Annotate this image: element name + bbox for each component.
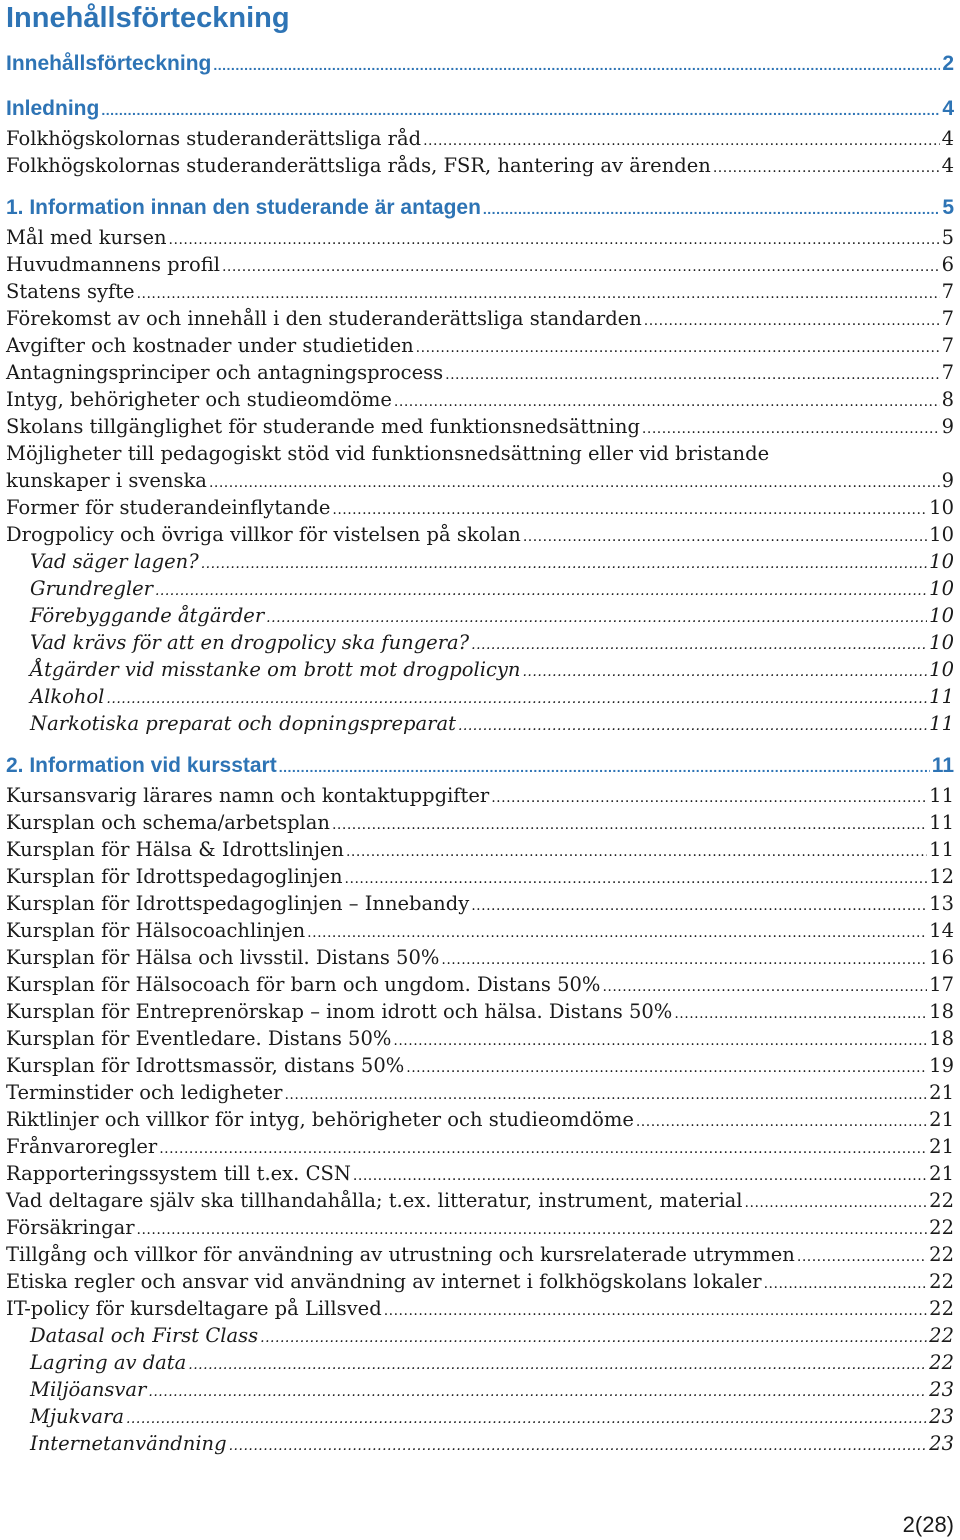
toc-entry-text: Inledning [6, 97, 100, 120]
toc-entry[interactable] [30, 1403, 954, 1433]
toc-entry-page: 6 [941, 253, 954, 276]
toc-entry[interactable] [6, 413, 954, 443]
toc-entry-text: 1. Information innan den studerande är antagen [6, 196, 481, 219]
toc-entry-page: 22 [929, 1351, 954, 1374]
toc-leader-dots [713, 155, 940, 182]
toc-entry[interactable] [6, 1079, 954, 1109]
toc-entry-page: 7 [941, 361, 954, 384]
toc-leader-dots [266, 605, 927, 632]
toc-entry-text: Vad deltagare själv ska tillhandahålla; t.ex. litteratur, instrument, material [6, 1189, 743, 1212]
toc-entry-text: Kursplan för Entreprenörskap – inom idrott och hälsa. Distans 50% [6, 1000, 673, 1023]
toc-leader-dots [213, 52, 940, 79]
toc-entry-page: 12 [929, 865, 954, 888]
page-number: 2(28) [902, 1512, 954, 1537]
toc-entry-page: 10 [929, 631, 954, 654]
toc-leader-dots [201, 551, 927, 578]
toc-entry-text: Mjukvara [30, 1405, 124, 1428]
toc-entry-page: 22 [929, 1324, 954, 1347]
toc-leader-dots [260, 1325, 927, 1352]
toc-entry[interactable] [6, 95, 954, 124]
toc-leader-dots [636, 1109, 927, 1136]
toc-leader-dots [209, 470, 940, 497]
toc-entry-text: Miljöansvar [30, 1378, 147, 1401]
toc-entry[interactable] [6, 782, 954, 812]
toc-entry-page: 9 [941, 415, 954, 438]
toc-entry-text: 2. Information vid kursstart [6, 754, 277, 777]
toc-entry-page: 4 [942, 97, 954, 120]
toc-entry-text: Riktlinjer och villkor för intyg, behörigheter och studieomdöme [6, 1108, 634, 1131]
toc-entry-text: Antagningsprinciper och antagningsprocess [6, 361, 444, 384]
toc-entry-text: Mål med kursen [6, 226, 167, 249]
toc-entry-text: Former för studerandeinflytande [6, 496, 331, 519]
toc-entry-page: 4 [941, 154, 954, 177]
toc-entry-page: 18 [929, 1000, 954, 1023]
toc-leader-dots [674, 1001, 927, 1028]
toc-entry-page: 22 [929, 1216, 954, 1239]
toc-entry-page: 7 [941, 334, 954, 357]
toc-leader-dots [101, 97, 940, 124]
toc-entry-page: 7 [941, 307, 954, 330]
toc-leader-dots [445, 362, 939, 389]
toc-leader-dots [471, 893, 927, 920]
toc-entry[interactable] [30, 710, 954, 740]
toc-entry[interactable] [30, 575, 954, 605]
toc-entry-text: Åtgärder vid misstanke om brott mot drogpolicyn [30, 658, 521, 681]
toc-entry-text: Kursplan för Hälsa & Idrottslinjen [6, 838, 344, 861]
toc-entry-text: Tillgång och villkor för användning av utrustning och kursrelaterade utrymmen [6, 1243, 795, 1266]
toc-entry[interactable] [6, 125, 954, 155]
toc-entry[interactable] [6, 1052, 954, 1082]
toc-entry[interactable] [6, 1268, 954, 1298]
toc-entry-text: Rapporteringssystem till t.ex. CSN [6, 1162, 351, 1185]
toc-entry-text: Kursansvarig lärares namn och kontaktuppgifter [6, 784, 490, 807]
toc-entry[interactable] [6, 971, 954, 1001]
toc-entry[interactable] [30, 1322, 954, 1352]
toc-entry-text: Vad säger lagen? [30, 550, 199, 573]
toc-entry-page: 23 [929, 1432, 954, 1455]
toc-leader-dots [284, 1082, 927, 1109]
toc-entry-text: Kursplan för Hälsocoachlinjen [6, 919, 306, 942]
toc-entry[interactable] [30, 1430, 954, 1460]
toc-leader-dots [393, 1028, 927, 1055]
toc-entry-page: 23 [929, 1378, 954, 1401]
toc-entry[interactable] [6, 152, 954, 182]
toc-entry-page: 10 [929, 523, 954, 546]
toc-entry-text: Frånvaroregler [6, 1135, 158, 1158]
toc-entry-page: 10 [929, 604, 954, 627]
toc-entry-text: Folkhögskolornas studeranderättsliga råd [6, 127, 422, 150]
toc-entry-text: kunskaper i svenska [6, 469, 207, 492]
toc-entry[interactable] [6, 1025, 954, 1055]
toc-entry-page: 22 [929, 1189, 954, 1212]
toc-entry[interactable] [30, 656, 954, 686]
toc-entry[interactable] [6, 917, 954, 947]
toc-entry-page: 2 [942, 52, 954, 75]
toc-entry-page: 21 [929, 1108, 954, 1131]
toc-entry[interactable] [6, 251, 954, 281]
toc-entry[interactable] [6, 194, 954, 223]
toc-entry-text: Grundregler [30, 577, 153, 600]
toc-leader-dots [126, 1406, 927, 1433]
toc-entry-page: 10 [929, 550, 954, 573]
toc-entry-text: Försäkringar [6, 1216, 135, 1239]
toc-leader-dots [332, 497, 927, 524]
toc-leader-dots [229, 1433, 928, 1460]
toc-entry[interactable] [6, 1133, 954, 1163]
toc-entry-text: Drogpolicy och övriga villkor för vistelsen på skolan [6, 523, 521, 546]
toc-entry-page: 5 [941, 226, 954, 249]
toc-leader-dots [279, 754, 930, 781]
toc-entry-page: 10 [929, 577, 954, 600]
toc-entry-page: 23 [929, 1405, 954, 1428]
toc-entry-page: 11 [929, 712, 954, 735]
toc-entry[interactable] [6, 494, 954, 524]
toc-leader-dots [307, 920, 927, 947]
toc-entry-page: 21 [929, 1081, 954, 1104]
toc-entry[interactable] [30, 683, 954, 713]
toc-leader-dots [471, 632, 927, 659]
toc-entry-text: Förekomst av och innehåll i den studeranderättsliga standarden [6, 307, 642, 330]
toc-leader-dots [644, 308, 940, 335]
toc-entry-text: Kursplan och schema/arbetsplan [6, 811, 330, 834]
toc-entry-page: 14 [929, 919, 954, 942]
toc-entry-page: 11 [929, 838, 954, 861]
toc-entry[interactable] [30, 1349, 954, 1379]
toc-entry-text: Datasal och First Class [30, 1324, 259, 1347]
toc-leader-dots [416, 335, 940, 362]
toc-entry-text: Innehållsförteckning [6, 52, 212, 75]
toc-entry-text: Kursplan för Hälsocoach för barn och ungdom. Distans 50% [6, 973, 601, 996]
toc-leader-dots [602, 974, 927, 1001]
toc-entry-text: Förebyggande åtgärder [30, 604, 265, 627]
toc-entry-text: IT-policy för kursdeltagare på Lillsved [6, 1297, 382, 1320]
toc-leader-dots [483, 196, 940, 223]
toc-leader-dots [423, 128, 939, 155]
toc-entry-text: Huvudmannens profil [6, 253, 220, 276]
toc-leader-dots [188, 1352, 927, 1379]
toc-entry-page: 9 [941, 469, 954, 492]
toc-entry-page: 17 [929, 973, 954, 996]
toc-entry-text: Vad krävs för att en drogpolicy ska fungera? [30, 631, 470, 654]
toc-leader-dots [458, 713, 927, 740]
toc-leader-dots [106, 686, 927, 713]
toc-leader-dots [346, 839, 927, 866]
toc-leader-dots [642, 416, 940, 443]
toc-entry-page: 21 [929, 1135, 954, 1158]
toc-entry[interactable] [6, 890, 954, 920]
toc-leader-dots [345, 866, 928, 893]
toc-entry-text: Avgifter och kostnader under studietiden [6, 334, 414, 357]
toc-entry[interactable] [6, 1241, 954, 1271]
toc-entry[interactable] [30, 1376, 954, 1406]
toc-leader-dots [764, 1271, 928, 1298]
toc-entry[interactable] [6, 359, 954, 389]
toc-entry[interactable] [6, 332, 954, 362]
toc-entry[interactable] [6, 1106, 954, 1136]
toc-entry-text: Lagring av data [30, 1351, 187, 1374]
toc-entry[interactable] [6, 305, 954, 335]
toc-entry[interactable] [6, 278, 954, 308]
toc-leader-dots [148, 1379, 927, 1406]
toc-entry[interactable] [30, 629, 954, 659]
toc-entry[interactable] [6, 944, 954, 974]
toc-leader-dots [441, 947, 927, 974]
toc-entry[interactable] [6, 809, 954, 839]
toc-entry[interactable] [6, 50, 954, 79]
toc-entry-text: Intyg, behörigheter och studieomdöme [6, 388, 392, 411]
toc-entry[interactable] [6, 386, 954, 416]
toc-leader-dots [394, 389, 940, 416]
toc-entry-page: 18 [929, 1027, 954, 1050]
toc-entry[interactable] [30, 548, 954, 578]
toc-entry-page: 22 [929, 1243, 954, 1266]
toc-entry-page: 13 [929, 892, 954, 915]
toc-entry[interactable] [6, 863, 954, 893]
toc-entry-page: 11 [931, 754, 954, 777]
toc-leader-dots [406, 1055, 927, 1082]
toc-leader-dots [169, 227, 940, 254]
toc-entry[interactable] [6, 836, 954, 866]
toc-leader-dots [222, 254, 940, 281]
toc-leader-dots [523, 524, 927, 551]
toc-entry-text: Statens syfte [6, 280, 135, 303]
toc-leader-dots [491, 785, 927, 812]
toc-entry[interactable] [6, 1187, 954, 1217]
toc-entry[interactable] [6, 1160, 954, 1190]
toc-entry-text: Alkohol [30, 685, 105, 708]
toc-entry[interactable] [6, 224, 954, 254]
toc-entry-text: Kursplan för Idrottspedagoglinjen [6, 865, 343, 888]
toc-entry[interactable] [6, 752, 954, 781]
toc-entry[interactable] [6, 1295, 954, 1325]
toc-entry-text: Folkhögskolornas studeranderättsliga råds, FSR, hantering av ärenden [6, 154, 711, 177]
toc-leader-dots [745, 1190, 928, 1217]
toc-entry-page: 8 [941, 388, 954, 411]
toc-entry-page: 19 [929, 1054, 954, 1077]
toc-leader-dots [159, 1136, 927, 1163]
toc-leader-dots [797, 1244, 927, 1271]
toc-entry-page: 16 [929, 946, 954, 969]
toc-entry-text: Terminstider och ledigheter [6, 1081, 283, 1104]
toc-leader-dots [384, 1298, 927, 1325]
toc-entry[interactable] [6, 521, 954, 551]
toc-leader-dots [522, 659, 927, 686]
toc-leader-dots [137, 281, 940, 308]
toc-entry-page: 11 [929, 685, 954, 708]
page-title: Innehållsförteckning [6, 2, 290, 34]
toc-leader-dots [332, 812, 927, 839]
toc-entry-text: Internetanvändning [30, 1432, 227, 1455]
toc-entry-text: Skolans tillgänglighet för studerande med funktionsnedsättning [6, 415, 640, 438]
toc-leader-dots [353, 1163, 927, 1190]
toc-entry-page: 22 [929, 1297, 954, 1320]
toc-entry-page: 11 [929, 811, 954, 834]
toc-entry-page: 4 [941, 127, 954, 150]
toc-entry-page: 10 [929, 496, 954, 519]
toc-entry-text: Etiska regler och ansvar vid användning av internet i folkhögskolans lokaler [6, 1270, 762, 1293]
toc-entry-page: 22 [929, 1270, 954, 1293]
toc-entry-text: Narkotiska preparat och dopningspreparat [30, 712, 456, 735]
toc-entry[interactable] [6, 467, 954, 497]
toc-entry-page: 7 [941, 280, 954, 303]
toc-entry-text: Möjligheter till pedagogiskt stöd vid funktionsnedsättning eller vid bristande [6, 442, 770, 465]
toc-entry-text: Kursplan för Idrottsmassör, distans 50% [6, 1054, 405, 1077]
toc-leader-dots [137, 1217, 928, 1244]
toc-entry[interactable] [6, 998, 954, 1028]
toc-entry-text: Kursplan för Idrottspedagoglinjen – Innebandy [6, 892, 470, 915]
toc-entry-page: 10 [929, 658, 954, 681]
toc-entry[interactable] [6, 1214, 954, 1244]
toc-entry-text: Kursplan för Hälsa och livsstil. Distans 50% [6, 946, 440, 969]
toc-entry-page: 11 [929, 784, 954, 807]
toc-leader-dots [155, 578, 927, 605]
toc-entry-page: 21 [929, 1162, 954, 1185]
toc-entry-text: Kursplan för Eventledare. Distans 50% [6, 1027, 392, 1050]
toc-entry[interactable] [30, 602, 954, 632]
toc-entry-page: 5 [942, 196, 954, 219]
